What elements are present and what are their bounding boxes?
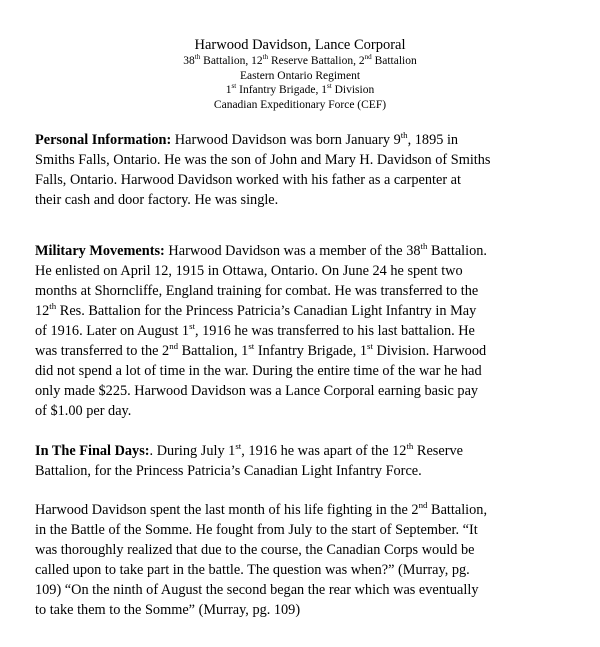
text-line: 109) “On the ninth of August the second began the rear which was eventually bbox=[35, 582, 479, 598]
text-line: In The Final Days:. During July 1st, 1916 he was apart of the 12th Reserve bbox=[35, 441, 463, 459]
military-movements-paragraph bbox=[35, 241, 575, 421]
document-title: Harwood Davidson, Lance Corporal bbox=[194, 37, 406, 53]
final-days-heading: In The Final Days: bbox=[35, 443, 150, 459]
text-line: their cash and door factory. He was single. bbox=[35, 192, 279, 208]
text-line: to take them to the Somme” (Murray, pg. 109) bbox=[35, 602, 301, 618]
text-line: Smiths Falls, Ontario. He was the son of John and Mary H. Davidson of Smiths bbox=[35, 152, 491, 168]
text-line: of $1.00 per day. bbox=[35, 403, 132, 419]
text-line: Battalion, for the Princess Patricia’s Canadian Light Infantry Force. bbox=[35, 463, 422, 479]
text-line: in the Battle of the Somme. He fought from July to the start of September. “It bbox=[35, 522, 478, 538]
personal-information-heading: Personal Information: bbox=[35, 132, 172, 148]
text-line: of 1916. Later on August 1st, 1916 he was transferred to his last battalion. He bbox=[35, 321, 475, 339]
regiment-line: Eastern Ontario Regiment bbox=[239, 69, 361, 82]
brigade-line: 1st Infantry Brigade, 1st Division bbox=[225, 82, 375, 96]
personal-information-paragraph bbox=[35, 130, 575, 210]
text-line: He enlisted on April 12, 1915 in Ottawa, Ontario. On June 24 he spent two bbox=[35, 263, 463, 279]
text-line: Harwood Davidson spent the last month of his life fighting in the 2nd Battalion, bbox=[35, 500, 488, 518]
text-line: called upon to take part in the battle. The question was when?” (Murray, pg. bbox=[35, 562, 470, 578]
text-line: months at Shorncliffe, England training for combat. He was transferred to the bbox=[35, 283, 479, 299]
text-line: only made $225. Harwood Davidson was a Lance Corporal earning basic pay bbox=[35, 383, 479, 399]
force-line: Canadian Expeditionary Force (CEF) bbox=[213, 98, 387, 111]
last-month-paragraph bbox=[35, 500, 575, 620]
document-header bbox=[0, 36, 600, 112]
battalion-line: 38th Battalion, 12th Reserve Battalion, 2nd Battalion bbox=[183, 53, 417, 67]
text-line: Military Movements: Harwood Davidson was a member of the 38th Battalion. bbox=[35, 241, 487, 259]
text-line: did not spend a lot of time in the war. During the entire time of the war he had bbox=[35, 363, 482, 379]
text-line: 12th Res. Battalion for the Princess Patricia’s Canadian Light Infantry in May bbox=[35, 301, 477, 319]
text-line: Personal Information: Harwood Davidson was born January 9th, 1895 in bbox=[35, 130, 459, 148]
final-days-paragraph bbox=[35, 441, 575, 481]
text-line: Falls, Ontario. Harwood Davidson worked with his father as a carpenter at bbox=[35, 172, 462, 188]
text-line: was thoroughly realized that due to the course, the Canadian Corps would be bbox=[35, 542, 475, 558]
military-movements-heading: Military Movements: bbox=[35, 243, 165, 259]
text-line: was transferred to the 2nd Battalion, 1st Infantry Brigade, 1st Division. Harwood bbox=[35, 341, 487, 359]
